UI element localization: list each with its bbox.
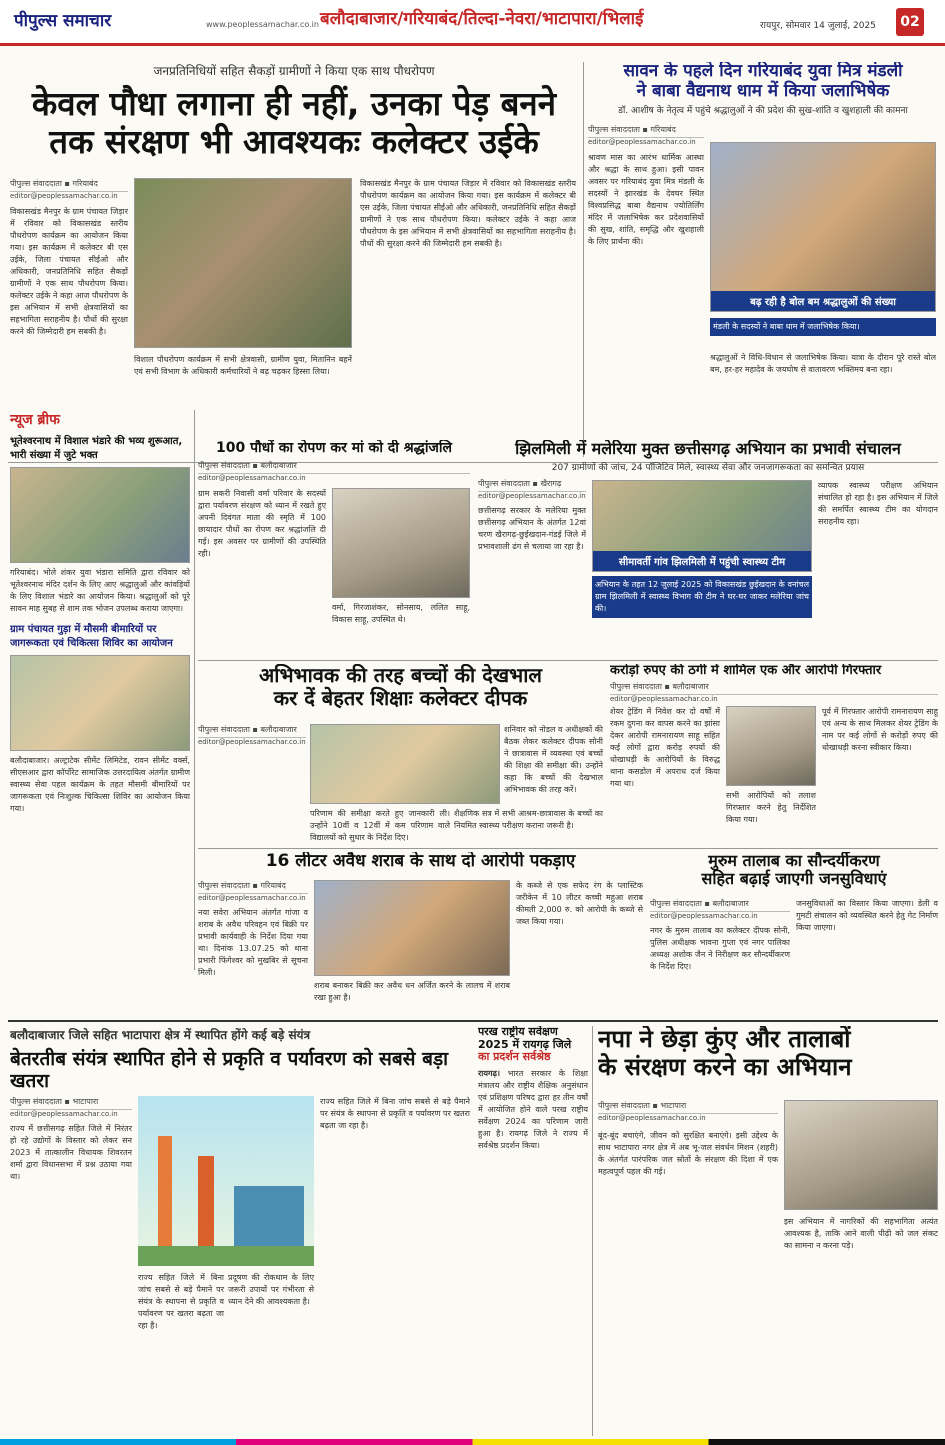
byline-email: editor@peoplessamachar.co.in <box>10 192 118 200</box>
article-plantation <box>10 62 578 462</box>
health-camp-photo <box>10 655 190 751</box>
article-body: शनिवार को नोडल व अधीक्षकों की बैठक लेकर कलेक्टर दीपक सोनी ने छात्रावास में व्यवस्था एवं बच्चों की शिक्षा की समीक्षा की। उन्होंने कहा कि बच्चों की देखभाल अभिभावक की तरह करें। <box>504 725 603 794</box>
masthead <box>0 0 945 46</box>
column-divider <box>583 62 584 457</box>
byline: पीपुल्स संवाददाता ▪ बलौदाबाजार <box>610 681 938 695</box>
photo-caption: सीमावर्ती गांव झिलमिली में पहुंची स्वास्थ्य टीम <box>593 551 811 571</box>
news-brief-title: न्यूज ब्रीफ <box>10 412 60 428</box>
article-body-col2: परिणाम की समीक्षा करते हुए जानकारी ली। उन्होंने 10वीं व 12वीं में कम परिणाम वाले विद्यालयों को सुधार के निर्देश दिए। <box>310 809 450 842</box>
article-body <box>478 1068 588 1152</box>
article-body-col3: प्रदूषण की रोकथाम के लिए जरूरी उपायों पर गंभीरता से ध्यान देने की आवश्यकता है। <box>228 1273 314 1306</box>
byline-email: editor@peoplessamachar.co.in <box>650 912 758 920</box>
factory-building-icon <box>234 1186 304 1246</box>
byline-email: editor@peoplessamachar.co.in <box>198 738 306 746</box>
color-registration-bar <box>0 1439 945 1445</box>
bhandara-photo <box>10 467 190 563</box>
byline-email: editor@peoplessamachar.co.in <box>198 894 306 902</box>
meeting-photo <box>310 724 500 804</box>
article-body-continued: इस अभियान में नागरिकों की सहभागिता अत्यंत आवश्यक है, ताकि आने वाली पीढ़ी को जल संकट का सामना न करना पड़े। <box>784 1217 938 1250</box>
photo-caption: विशाल पौधरोपण कार्यक्रम में सभी क्षेत्रवासी, ग्रामीण युवा, मितानिन बहनें एवं सभी विभाग के अधिकारी कर्मचारियों ने बढ़ चढ़कर हिस्सा लिया। <box>134 355 352 376</box>
photo-caption: बढ़ रही है बोल बम श्रद्धालुओं की संख्या <box>711 291 935 311</box>
headline-line-3: का प्रदर्शन सर्वश्रेष्ठ <box>478 1050 551 1064</box>
byline: पीपुल्स संवाददाता ▪ खैरागढ़ <box>478 478 586 492</box>
section-divider <box>198 660 938 661</box>
family-photo <box>332 488 470 598</box>
article-body: नया सवेरा अभियान अंतर्गत गांजा व शराब के अवैध परिवहन एवं बिक्री पर प्रभावी कार्यवाही के निर्देश दिया गया था। दिनांक 13.07.25 को थाना प्रभारी फिंगेश्वर को मुखबिर से सूचना मिली। <box>198 908 308 977</box>
edition-cities: बलौदाबाजार/गरियाबंद/तिल्दा-नेवरा/भाटापारा/भिलाई <box>320 9 644 29</box>
byline: पीपुल्स संवाददाता ▪ गरियाबंद <box>198 880 308 894</box>
dateline: रायगढ़। <box>478 1068 501 1078</box>
photo-note: मंडली के सदस्यों ने बाबा धाम में जलाभिषेक किया। <box>710 318 936 336</box>
headline-line-2: कर दें बेहतर शिक्षाः कलेक्टर दीपक <box>273 686 528 710</box>
article-100-plants <box>198 440 470 655</box>
article-water-conservation <box>598 1026 938 1436</box>
article-body: नगर के मुरुम तालाब का कलेक्टर दीपक सोनी, पुलिस अधीक्षक भावना गुप्ता एवं नगर पालिका अध्यक्ष अशोक जैन ने निरीक्षण कर सौन्दर्यीकरण के निर्देश दिए। <box>650 926 790 971</box>
article-body: ग्राम सकरी निवासी वर्मा परिवार के सदस्यों द्वारा पर्यावरण संरक्षण को ध्यान में रखते हुए अपनी दिवंगत माता की स्मृति में 100 छायादार पौधों का रोपण कर श्रद्धांजलि दी गई। इस अवसर पर ग्रामीणों की उपस्थिति रही। <box>198 489 326 558</box>
page-number: 02 <box>896 8 924 36</box>
article-body-continued: श्रद्धालुओं ने विधि-विधान से जलाभिषेक किया। यात्रा के दौरान पूरे रास्ते बोल बम, हर-हर महादेव के जयघोष से वातावरण भक्तिमय बना रहा। <box>710 353 936 374</box>
byline: पीपुल्स संवाददाता ▪ भाटापारा <box>598 1100 778 1114</box>
article-malaria <box>478 440 938 655</box>
article-survey <box>478 1026 588 1436</box>
website-url: www.peoplessamachar.co.in <box>206 20 319 29</box>
article-body-continued: पूर्व में गिरफ्तार आरोपी रामनारायण साहू एवं अन्य के साथ मिलकर शेयर ट्रेडिंग के नाम पर कई लोगों से करोड़ों रुपए की धोखाधड़ी करना स्वीकार किया। <box>822 707 938 752</box>
byline-email: editor@peoplessamachar.co.in <box>610 694 718 703</box>
article-body-continued: के कब्जे से एक सफेद रंग के प्लास्टिक जरीकेन में 10 लीटर कच्ची महुआ शराब कीमती 2,000 रु. को आरोपी के कब्जे से जब्त किया गया। <box>516 881 643 926</box>
byline: पीपुल्स संवाददाता ▪ बलौदाबाजार <box>198 460 470 474</box>
article-pond <box>650 852 938 1017</box>
article-body: बूंद-बूंद बचाएंगे, जीवन को सुरक्षित बनाएंगे। इसी उद्देश्य के साथ भाटापारा नगर क्षेत्र में अब भू-जल संवर्धन मिशन (शहरी) के अंतर्गत पारंपरिक जल स्रोतों के संरक्षण की दिशा में एक महत्वपूर्ण पहल की गई। <box>598 1131 778 1176</box>
article-body: श्रावण मास का आरंभ धार्मिक आस्था और श्रद्धा के साथ हुआ। इसी पावन अवसर पर गरियाबंद युवा मित्र मंडली के सदस्यों ने झारखंड के देवघर स्थित विश्वप्रसिद्ध बाबा वैद्यनाथ ज्योतिर्लिंग मंदिर में जलाभिषेक कर प्रदेशवासियों की सुख, शांति, समृद्धि और खुशहाली के लिए प्रार्थना की। <box>588 153 704 246</box>
news-brief <box>10 410 190 1000</box>
jalabhishek-photo <box>710 142 936 312</box>
article-body-continued: जनसुविधाओं का विस्तार किया जाएगा। डेली व गुमटी संचालन को व्यवस्थित करने हेतु गेट निर्माण किया जाएगा। <box>796 899 938 932</box>
article-liquor <box>198 852 643 1017</box>
article-industry <box>10 1026 470 1436</box>
brief-headline-1: भूतेश्वरनाथ में विशाल भंडारे की भव्य शुरूआत, भारी संख्या में जुटे भक्त <box>10 436 183 461</box>
headline-line-2: ने बाबा वैद्यनाथ धाम में किया जलाभिषेक <box>636 80 890 101</box>
headline-line-1: अभिभावक की तरह बच्चों की देखभाल <box>259 664 542 687</box>
byline-email: editor@peoplessamachar.co.in <box>598 1114 706 1122</box>
byline: पीपुल्स संवाददाता ▪ गरियाबंद <box>10 178 128 192</box>
chimney-icon <box>158 1136 172 1246</box>
byline: पीपुल्स संवाददाता ▪ बलौदाबाजार <box>650 898 790 912</box>
byline: पीपुल्स संवाददाता ▪ बलौदाबाजार <box>198 724 306 738</box>
byline: पीपुल्स संवाददाता ▪ गरियाबंद <box>588 124 704 138</box>
brief-headline-2: ग्राम पंचायत गुड़ा में मौसमी बीमारियों पर जागरूकता एवं चिकित्सा शिविर का आयोजन <box>10 624 173 649</box>
section-divider <box>198 848 938 849</box>
plantation-photo <box>134 178 352 348</box>
byline-email: editor@peoplessamachar.co.in <box>198 474 306 483</box>
column-divider <box>194 410 195 970</box>
article-kicker: बलौदाबाजार जिले सहित भाटापारा क्षेत्र में स्थापित होंगे कई बड़े संयंत्र <box>10 1028 311 1042</box>
headline-line-2: के संरक्षण करने का अभियान <box>598 1052 852 1081</box>
well-photo <box>784 1100 938 1210</box>
headline: 100 पौधों का रोपण कर मां को दी श्रद्धांजलि <box>216 440 452 456</box>
headline-line-1: मुरुम तालाब का सौन्दर्यीकरण <box>708 852 880 870</box>
article-kicker: जनप्रतिनिधियों सहित सैकड़ों ग्रामीणों ने किया एक साथ पौधरोपण <box>153 64 435 78</box>
article-kicker: डॉ. आशीष के नेतृत्व में पहुंचे श्रद्धालुओं ने की प्रदेश की सुख-शांति व खुशहाली की कामना <box>618 106 908 117</box>
byline-email: editor@peoplessamachar.co.in <box>10 1110 118 1118</box>
article-body-col2: राज्य सहित जिले में बिना जांच सबसे से बड़े पैमाने पर संयंत्र के स्थापना से प्रकृति व पर्यावरण पर खतरा बढ़ता जा रहा है। <box>138 1273 224 1330</box>
headline: करोड़ों रुपए की ठगी में शामिल एक और आरोपी गिरफ्तार <box>610 664 882 678</box>
article-sawan <box>588 62 938 462</box>
article-body: विकासखंड मैनपुर के ग्राम पंचायत जिड़ार में रविवार को विकासखंड स्तरीय पौधरोपण कार्यक्रम का आयोजन किया गया। इस कार्यक्रम में कलेक्टर बी एस उईके, जिला पंचायत सीईओ और अधिकारी, जनप्रतिनिधि सहित सैकड़ों ग्रामीणों ने एक साथ पौधरोपण किया। कलेक्टर उईके ने कहा आज पौधरोपण के इस अभियान में सभी क्षेत्रवासियों का सहभागिता सराहनीय है। पौधों की सुरक्षा करने की जिम्मेदारी हम सबकी है। <box>10 207 128 336</box>
headline-line-2: सहित बढ़ाई जाएगी जनसुविधाएं <box>701 869 887 889</box>
headline-line-1: नपा ने छेड़ा कुंए और तालाबों <box>598 1026 851 1053</box>
article-body-text: भारत सरकार के शिक्षा मंत्रालय और राष्ट्रीय शैक्षिक अनुसंधान एवं प्रशिक्षण परिषद द्वारा हर तीन वर्षों में आयोजित होने वाले परख राष्ट्रीय सर्वेक्षण 2024 का परिणाम जारी हुआ है। रायगढ़ जिले ने राज्य में सर्वश्रेष्ठ प्रदर्शन किया। <box>478 1068 588 1150</box>
health-team-photo <box>592 480 812 572</box>
photo-caption: शराब बनाकर बिक्री कर अवैध धन अर्जित करने के लालच में शराब रखा हुआ है। <box>314 981 510 1002</box>
article-education <box>198 664 603 844</box>
brief-body-1: गरियाबंद। भोले शंकर युवा भंडारा समिति द्वारा रविवार को भूतेश्वरनाथ मंदिर दर्शन के लिए आए श्रद्धालुओं और कांवड़ियों के लिए विशाल भंडारे का आयोजन किया। श्रद्धालुओं को पूरे सावन माह सुबह से शाम तक भोजन उपलब्ध कराया जाएगा। <box>10 568 190 613</box>
headline: झिलमिली में मलेरिया मुक्त छत्तीसगढ़ अभियान का प्रभावी संचालन <box>515 440 901 458</box>
attendee-names: वर्मा, गिरजाशंकर, सोनसाय, ललित साहू, विकास साहू, उपस्थित थे। <box>332 603 470 624</box>
ground-shape <box>138 1246 314 1266</box>
article-body-continued: व्यापक स्वास्थ्य परीक्षण अभियान संचालित हो रहा है। इस अभियान में जिले की समर्पित स्वास्थ्य टीम का योगदान सराहनीय रहा। <box>818 481 938 526</box>
brief-body-2: बलौदाबाजार। अल्ट्राटेक सीमेंट लिमिटेड, रावन सीमेंट वर्क्स, सीएसआर द्वारा कॉर्पोरेट सामाजिक उत्तरदायित्व अंतर्गत ग्रामीण स्वास्थ्य सेवा पहल कार्यक्रम के तहत मौसमी बीमारियों पर जागरूकता एवं निःशुल्क चिकित्सा शिविर का आयोजन किया गया। <box>10 756 190 813</box>
headline: बेतरतीब संयंत्र स्थापित होने से प्रकृति व पर्यावरण को सबसे बड़ा खतरा <box>10 1048 449 1092</box>
article-body-continued: विकासखंड मैनपुर के ग्राम पंचायत जिड़ार में रविवार को विकासखंड स्तरीय पौधरोपण कार्यक्रम का आयोजन किया गया। इस कार्यक्रम में कलेक्टर बी एस उईके, जिला पंचायत सीईओ और अधिकारी, जनप्रतिनिधि सहित सैकड़ों ग्रामीणों ने एक साथ पौधरोपण किया। कलेक्टर उईके ने कहा आज पौधरोपण के इस अभियान में सभी क्षेत्रवासियों का सहभागिता सराहनीय है। पौधों की सुरक्षा करने की जिम्मेदारी हम सबकी है। <box>360 179 576 248</box>
article-body: छत्तीसगढ़ सरकार के मलेरिया मुक्त छत्तीसगढ़ अभियान के अंतर्गत 12वां चरण खैरागढ़-छुईखदान-गंडई जिले में प्रभावशाली ढंग से चलाया जा रहा है। <box>478 506 586 551</box>
headline-line-1: परख राष्ट्रीय सर्वेक्षण <box>478 1026 558 1038</box>
article-body-col3: शैक्षणिक सत्र में सभी आश्रम-छात्रावास के बच्चों का नियमित स्वास्थ्य परीक्षण कराना जरूरी है। <box>454 809 603 830</box>
headline-line-2: 2025 में रायगढ़ जिले <box>478 1037 572 1051</box>
accused-photo <box>726 706 816 786</box>
accused-police-photo <box>314 880 510 976</box>
issue-date: रायपुर, सोमवार 14 जुलाई, 2025 <box>760 21 876 31</box>
headline-line-1: केवल पौधा लगाना ही नहीं, उनका पेड़ बनने <box>31 84 557 123</box>
headline-line-2: तक संरक्षण भी आवश्यकः कलेक्टर उईके <box>49 121 539 161</box>
article-kicker: 207 ग्रामीणों की जांच, 24 पॉजिटिव मिले, स्वास्थ्य सेवा और जनजागरूकता का समन्वित प्रयास <box>551 463 865 474</box>
byline-email: editor@peoplessamachar.co.in <box>588 138 696 146</box>
section-divider <box>8 1020 938 1022</box>
column-divider <box>592 1026 593 1436</box>
article-fraud <box>610 664 938 844</box>
article-body-continued: राज्य सहित जिले में बिना जांच सबसे से बड़े पैमाने पर संयंत्र के स्थापना से प्रकृति व पर्यावरण पर खतरा बढ़ता जा रहा है। <box>320 1097 470 1130</box>
photo-note: अभियान के तहत 12 जुलाई 2025 को विकासखंड छुईखदान के वनांचल ग्राम झिलमिली में स्वास्थ्य विभाग की टीम ने घर-घर जाकर मलेरिया जांच की। <box>592 576 812 618</box>
headline-line-1: सावन के पहले दिन गरियाबंद युवा मित्र मंडली <box>623 62 903 81</box>
chimney-icon <box>198 1156 214 1246</box>
byline-email: editor@peoplessamachar.co.in <box>478 492 586 500</box>
factory-illustration <box>138 1096 314 1266</box>
article-body: शेयर ट्रेडिंग में निवेश कर दो वर्षों में रकम दुगना कर वापस करने का झांसा देकर आरोपी रामनारायण साहू सहित कई लोगों द्वारा करोड़ रुपयों की धोखाधड़ी के आरोपियों के विरुद्ध थाना कसडोल में अपराध दर्ज किया गया था। <box>610 707 720 788</box>
newspaper-logo: पीपुल्स समाचार <box>14 11 112 31</box>
article-body: राज्य में छत्तीसगढ़ सहित जिले में निरंतर हो रहे उद्योगों के विस्तार को लेकर सन 2023 में तात्कालीन विधायक शिवरतन शर्मा द्वारा विधानसभा में प्रश्न उठाया गया था। <box>10 1124 132 1181</box>
headline: 16 लीटर अवैध शराब के साथ दो आरोपी पकड़ाए <box>265 852 576 871</box>
byline: पीपुल्स संवाददाता ▪ भाटापारा <box>10 1096 132 1110</box>
photo-caption: सभी आरोपियों को तलाश गिरफ्तार करने हेतु निर्देशित किया गया। <box>726 791 816 824</box>
